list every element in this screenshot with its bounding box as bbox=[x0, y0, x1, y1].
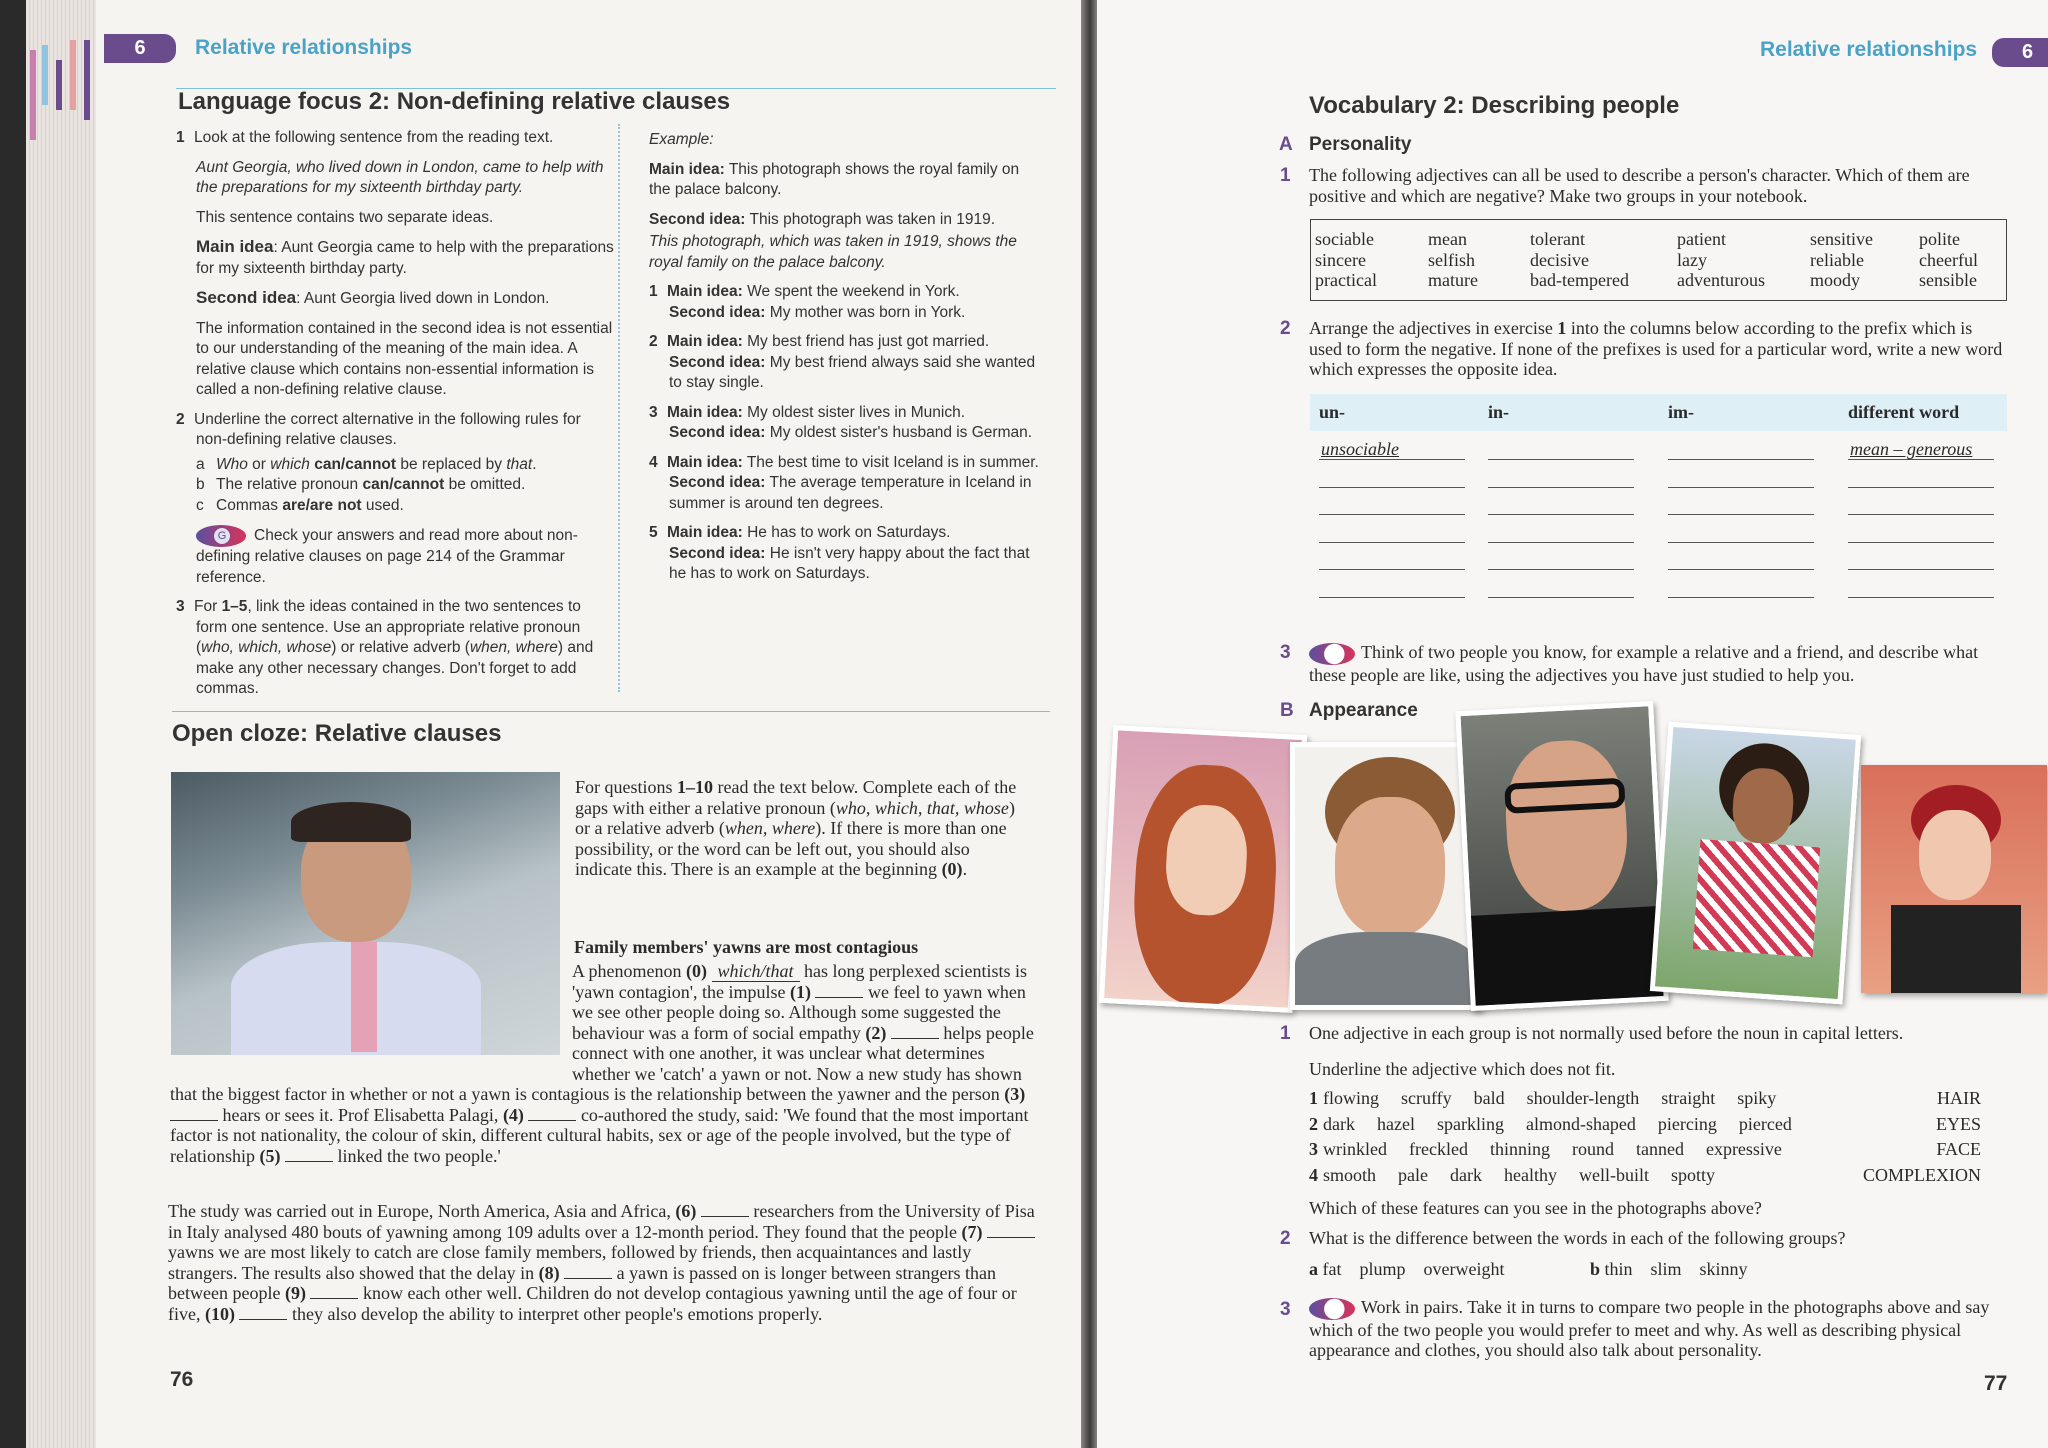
answer-line[interactable] bbox=[1848, 542, 1994, 543]
gap-number: (6) bbox=[675, 1201, 697, 1221]
adjective-option[interactable]: round bbox=[1571, 1139, 1614, 1159]
example-answer: which/that bbox=[712, 961, 800, 982]
page-edges bbox=[26, 0, 96, 1448]
answer-line[interactable] bbox=[1319, 487, 1465, 488]
example-answer: unsociable bbox=[1321, 439, 1399, 459]
answer-gap[interactable] bbox=[891, 1025, 939, 1039]
adjective-option[interactable]: dark bbox=[1323, 1113, 1355, 1134]
grammar-note: G Check your answers and read more about non-defining relative clauses on page 214 of the Grammar reference. bbox=[196, 525, 616, 588]
exercise-text: One adjective in each group is not normally used before the noun in capital letters. bbox=[1309, 1023, 1904, 1043]
adjective-option[interactable]: tanned bbox=[1635, 1139, 1684, 1159]
adjective-option[interactable]: shoulder-length bbox=[1526, 1088, 1640, 1108]
answer-gap[interactable] bbox=[701, 1203, 749, 1217]
gap-number: (10) bbox=[204, 1303, 235, 1324]
linking-item bbox=[649, 332, 1045, 394]
answer-line[interactable] bbox=[1488, 597, 1634, 598]
second-idea: The average temperature in Iceland in summer is around ten degrees. bbox=[669, 474, 1032, 512]
adjective-option[interactable]: expressive bbox=[1705, 1139, 1782, 1159]
exercise-text: What is the difference between the words in each of the following groups? bbox=[1309, 1228, 1846, 1248]
running-head: Relative relationships bbox=[195, 36, 413, 59]
exercise-text: Underline the adjective which does not fit. bbox=[1309, 1059, 1616, 1079]
chapter-tab: 6 bbox=[1992, 38, 2048, 67]
example-label: Example: bbox=[649, 131, 714, 148]
adjective-box bbox=[1310, 219, 2007, 301]
chapter-tab: 6 bbox=[104, 34, 176, 63]
cloze-text: co-authored the study, said: 'We found that the most important factor is not nationality, the colour of skin, different cultural habits, sex or age of the people involved, but the type of relationship bbox=[170, 1104, 1029, 1166]
main-label: Main idea: bbox=[667, 283, 743, 300]
adjective-option[interactable]: spiky bbox=[1737, 1088, 1777, 1108]
cloze-text: hears or sees it. Prof Elisabetta Palagi, bbox=[218, 1104, 503, 1125]
column-header: un- bbox=[1319, 402, 1346, 422]
exercise-text: Work in pairs. Take it in turns to compare two people in the photographs above and say which of the two people you would prefer to meet and why. As well as describing physical appearance and clothes, you should also talk about personality. bbox=[1309, 1297, 1990, 1361]
second-idea: My oldest sister's husband is German. bbox=[769, 424, 1033, 441]
running-head: Relative relationships bbox=[1760, 38, 1978, 61]
section-subtitle: Personality bbox=[1309, 134, 1412, 155]
lf-left-column bbox=[176, 128, 616, 709]
lf-right-column bbox=[649, 130, 1045, 594]
cloze-text: linked the two people.' bbox=[332, 1145, 501, 1166]
adjective-option[interactable]: healthy bbox=[1503, 1164, 1557, 1185]
section-title: Open cloze: Relative clauses bbox=[172, 720, 502, 747]
linking-item bbox=[649, 523, 1045, 585]
adjective-option[interactable]: spotty bbox=[1670, 1164, 1715, 1185]
exercise-question: Which of these features can you see in the photographs above? bbox=[1309, 1198, 1762, 1218]
cloze-text: know each other well. Children do not develop contagious yawning until the age of four or five, bbox=[168, 1283, 1017, 1324]
linking-item bbox=[649, 282, 1045, 323]
adjective: decisive bbox=[1530, 249, 1589, 270]
exercise-number: 2 bbox=[1280, 1228, 1291, 1249]
answer-line[interactable] bbox=[1668, 569, 1814, 570]
second-label: Second idea: bbox=[669, 303, 766, 321]
cloze-text: helps people connect with one another, it was unclear what determines whether we 'catch' a yawn or not. Now a new study has shown that the biggest factor in whether or not a yawn is contagious is the relationship between the yawner and the person bbox=[170, 1022, 1034, 1104]
item-number: 2 bbox=[649, 333, 658, 350]
adjective-option[interactable]: pierced bbox=[1738, 1113, 1792, 1134]
cloze-text: a yawn is passed on is longer between strangers than between people bbox=[168, 1262, 996, 1303]
answer-line[interactable] bbox=[1319, 597, 1465, 598]
exercise-text: The following adjectives can all be used to describe a person's character. Which of them are positive and which are negative? Make two groups in your notebook. bbox=[1309, 165, 1970, 206]
adjective: cheerful bbox=[1919, 249, 1978, 270]
adjective-option[interactable]: almond-shaped bbox=[1525, 1113, 1636, 1134]
answer-line[interactable] bbox=[1488, 487, 1634, 488]
cloze-instructions: For questions 1–10 read the text below. Complete each of the gaps with either a relative pronoun (who, which, that, whose) or a relative adverb (when, where). If there is more than one possibility, or the word can be left out, you should also indicate this. There is an example at the beginning (0). bbox=[575, 777, 1017, 879]
answer-line[interactable] bbox=[1319, 514, 1465, 515]
second-label: Second idea: bbox=[669, 544, 766, 562]
second-label: Second idea: bbox=[669, 424, 766, 441]
answer-gap[interactable] bbox=[564, 1265, 612, 1279]
photo-girl-curly-hair bbox=[1099, 725, 1307, 1013]
page-number: 77 bbox=[1984, 1372, 2008, 1395]
adjective: sensitive bbox=[1810, 229, 1873, 249]
adjective: tolerant bbox=[1530, 229, 1585, 249]
second-idea: My mother was born in York. bbox=[769, 303, 966, 321]
group-number: 2 bbox=[1309, 1113, 1318, 1134]
adjective-option[interactable]: scruffy bbox=[1401, 1088, 1452, 1108]
adjective: lazy bbox=[1677, 249, 1707, 270]
gap-number: (1) bbox=[789, 981, 811, 1002]
section-title: Language focus 2: Non-defining relative clauses bbox=[178, 88, 731, 115]
answer-line[interactable] bbox=[1848, 569, 1994, 570]
note: This sentence contains two separate ideas. bbox=[196, 208, 494, 226]
second-label: Second idea: bbox=[669, 353, 766, 371]
exercise-text: Arrange the adjectives in exercise 1 into the columns below according to the prefix which is used to form the negative. If none of the prefixes is used for a particular word, write a new word which expresses the opposite idea. bbox=[1309, 318, 2003, 379]
example-answer: mean – generous bbox=[1850, 439, 1973, 459]
photo-spacer bbox=[170, 961, 572, 1066]
photo-woman-checked-shirt bbox=[1650, 722, 1861, 1005]
answer-gap[interactable] bbox=[170, 1107, 218, 1121]
article-title: Family members' yawns are most contagious bbox=[574, 937, 919, 957]
adjective-option[interactable]: flowing bbox=[1323, 1088, 1379, 1108]
gap-number: (2) bbox=[865, 1022, 887, 1043]
section-subtitle: Appearance bbox=[1309, 700, 1418, 721]
adjective-group bbox=[1309, 1088, 1981, 1114]
noun-label: FACE bbox=[1936, 1139, 1981, 1159]
group-number: 4 bbox=[1309, 1164, 1318, 1185]
example-combined: This photograph, which was taken in 1919, shows the royal family on the palace balcony. bbox=[649, 233, 1017, 271]
answer-line[interactable] bbox=[1668, 542, 1814, 543]
answer-gap[interactable] bbox=[987, 1224, 1035, 1238]
adjective-option[interactable]: hazel bbox=[1376, 1113, 1415, 1134]
cloze-text: has long perplexed scientists is 'yawn contagion', the impulse bbox=[572, 961, 1027, 1002]
exercise-number: 2 bbox=[1280, 318, 1291, 339]
main-idea: My oldest sister lives in Munich. bbox=[747, 403, 966, 421]
column-header: in- bbox=[1488, 402, 1510, 422]
speaking-icon bbox=[1309, 1298, 1355, 1320]
adjective-option[interactable]: sparkling bbox=[1436, 1113, 1504, 1134]
second-label: Second idea: bbox=[669, 474, 766, 491]
adjective: sincere bbox=[1315, 249, 1366, 270]
adjective: polite bbox=[1919, 229, 1960, 249]
answer-line[interactable] bbox=[1848, 514, 1994, 515]
linking-item bbox=[649, 403, 1045, 444]
section-letter: B bbox=[1280, 700, 1294, 721]
answer-line[interactable] bbox=[1319, 569, 1465, 570]
rules-list bbox=[196, 455, 616, 517]
photo-woman-red-hair bbox=[1861, 765, 2047, 993]
item-number: 3 bbox=[649, 403, 658, 421]
column-header: im- bbox=[1668, 402, 1694, 422]
group-number: 3 bbox=[1309, 1139, 1318, 1159]
adjective-group bbox=[1309, 1139, 1981, 1165]
adjective: selfish bbox=[1428, 249, 1475, 270]
exercise-text: Look at the following sentence from the reading text. bbox=[194, 129, 554, 146]
main-idea: My best friend has just got married. bbox=[747, 333, 990, 350]
adjective-option[interactable]: freckled bbox=[1408, 1139, 1468, 1159]
rule-a: a Who or which can/cannot be replaced by that. bbox=[196, 455, 537, 473]
adjective: mature bbox=[1428, 270, 1478, 290]
photo-young-man-beard bbox=[1290, 742, 1482, 1010]
adjective-option[interactable]: pale bbox=[1398, 1164, 1428, 1185]
adjective-option[interactable]: piercing bbox=[1657, 1113, 1717, 1134]
answer-gap[interactable] bbox=[528, 1107, 576, 1121]
answer-gap[interactable] bbox=[815, 984, 863, 998]
exercise-text: Think of two people you know, for example a relative and a friend, and describe what these people are like, using the adjectives you have just studied to help you. bbox=[1309, 642, 1979, 685]
speaking-icon bbox=[1309, 643, 1355, 665]
cloze-paragraph-1 bbox=[170, 961, 1036, 1166]
exercise-number: 1 bbox=[176, 129, 185, 146]
noun-label: HAIR bbox=[1937, 1088, 1981, 1108]
item-number: 5 bbox=[649, 524, 658, 541]
exercise-number: 2 bbox=[176, 410, 185, 428]
section-letter: A bbox=[1279, 134, 1293, 155]
rule-b: b The relative pronoun can/cannot be omitted. bbox=[196, 476, 526, 493]
gap-number: (9) bbox=[284, 1283, 306, 1303]
cloze-text: The study was carried out in Europe, North America, Asia and Africa, bbox=[168, 1201, 676, 1221]
main-label: Main idea: bbox=[667, 333, 743, 350]
cloze-text: we feel to yawn when we see other people doing so. Although some suggested the behaviour was a form of social empathy bbox=[572, 981, 1026, 1043]
noun-label: EYES bbox=[1936, 1113, 1981, 1134]
column-divider bbox=[618, 124, 620, 692]
gap-number: (4) bbox=[502, 1104, 524, 1125]
example-second: Second idea: This photograph was taken in 1919. bbox=[649, 210, 996, 228]
answer-line[interactable] bbox=[1488, 459, 1634, 460]
word-group-b: b thin slim skinny bbox=[1590, 1259, 1748, 1279]
linking-item bbox=[649, 453, 1045, 515]
prefix-table bbox=[1310, 394, 2007, 604]
adjective-group bbox=[1309, 1165, 1981, 1191]
gap-number: (3) bbox=[1004, 1084, 1026, 1104]
adjective-group bbox=[1309, 1114, 1981, 1140]
main-label: Main idea: bbox=[667, 524, 743, 541]
exercise-number: 3 bbox=[1280, 1299, 1291, 1320]
main-idea: We spent the weekend in York. bbox=[747, 283, 960, 300]
adjective: adventurous bbox=[1677, 270, 1765, 290]
adjective: moody bbox=[1810, 270, 1861, 290]
gap-number: (8) bbox=[538, 1262, 560, 1283]
section-title: Vocabulary 2: Describing people bbox=[1309, 92, 1680, 119]
page-number: 76 bbox=[170, 1368, 194, 1391]
answer-gap[interactable] bbox=[310, 1285, 358, 1299]
adjective-option[interactable]: bald bbox=[1473, 1088, 1505, 1108]
answer-line[interactable] bbox=[1488, 569, 1634, 570]
answer-line[interactable] bbox=[1848, 597, 1994, 598]
adjective-option[interactable]: wrinkled bbox=[1323, 1139, 1387, 1159]
divider bbox=[172, 711, 1050, 712]
cloze-text: researchers from the University of Pisa in Italy analysed 480 bouts of yawning among 109 adults over a 12-month period. They found that the people bbox=[168, 1201, 1035, 1242]
adjective: patient bbox=[1677, 229, 1726, 249]
answer-line[interactable] bbox=[1668, 459, 1814, 460]
answer-line[interactable] bbox=[1488, 514, 1634, 515]
explanation: The information contained in the second idea is not essential to our understanding of the meaning of the main idea. A relative clause which contains non-essential information is called a non-defining relative clause. bbox=[196, 319, 613, 398]
answer-line[interactable] bbox=[1668, 487, 1814, 488]
second-idea: My best friend always said she wanted to stay single. bbox=[669, 353, 1036, 391]
main-idea: The best time to visit Iceland is in summer. bbox=[746, 453, 1039, 471]
item-number: 4 bbox=[649, 453, 658, 471]
cloze-text: they also develop the ability to interpret other people's emotions properly. bbox=[287, 1303, 823, 1324]
group-number: 1 bbox=[1309, 1088, 1318, 1108]
exercise-number: 1 bbox=[1280, 165, 1291, 186]
exercise-3: 3 For 1–5, link the ideas contained in the two sentences to form one sentence. Use an appropriate relative pronoun (who, which, whose) or relative adverb (when, where) and make any other necessary changes. Don't forget to add commas. bbox=[176, 598, 594, 697]
adjective-groups bbox=[1309, 1088, 1981, 1190]
second-idea: Second idea: Aunt Georgia lived down in London. bbox=[196, 288, 550, 307]
adjective-option[interactable]: straight bbox=[1661, 1088, 1716, 1108]
item-number: 1 bbox=[649, 283, 658, 300]
answer-line[interactable] bbox=[1848, 487, 1994, 488]
gap-number: (5) bbox=[259, 1145, 281, 1166]
grammar-reference-icon: G bbox=[196, 525, 246, 547]
answer-line[interactable] bbox=[1488, 542, 1634, 543]
gap-number: (0) bbox=[686, 961, 707, 981]
adjective-option[interactable]: smooth bbox=[1323, 1164, 1377, 1185]
main-label: Main idea: bbox=[667, 403, 743, 421]
adjective: sensible bbox=[1919, 270, 1977, 290]
second-idea: He isn't very happy about the fact that he has to work on Saturdays. bbox=[669, 544, 1030, 582]
answer-line[interactable] bbox=[1668, 597, 1814, 598]
cloze-text: yawns we are most likely to catch are close family members, followed by friends, then acquaintances and lastly strangers. The results also showed that the delay in bbox=[168, 1242, 972, 1283]
adjective-option[interactable]: well-built bbox=[1578, 1164, 1649, 1185]
exercise-number: 3 bbox=[1280, 642, 1291, 663]
column-header: different word bbox=[1848, 402, 1960, 422]
adjective-option[interactable]: dark bbox=[1450, 1164, 1482, 1185]
noun-label: COMPLEXION bbox=[1862, 1164, 1981, 1185]
main-label: Main idea: bbox=[667, 453, 743, 471]
rule-c: c Commas are/are not used. bbox=[196, 496, 404, 514]
answer-gap[interactable] bbox=[285, 1148, 333, 1162]
example-main: Main idea: This photograph shows the royal family on the palace balcony. bbox=[649, 160, 1020, 198]
main-idea: Main idea: Aunt Georgia came to help with the preparations for my sixteenth birthday party. bbox=[196, 237, 614, 277]
adjective: practical bbox=[1315, 270, 1377, 290]
cloze-text: A phenomenon bbox=[572, 961, 686, 981]
exercise-text: Underline the correct alternative in the following rules for non-defining relative clauses. bbox=[194, 410, 581, 448]
adjective: bad-tempered bbox=[1530, 270, 1629, 290]
adjective: mean bbox=[1428, 229, 1467, 249]
gap-number: (7) bbox=[961, 1221, 983, 1242]
adjective-option[interactable]: thinning bbox=[1489, 1139, 1550, 1159]
cloze-paragraph-2 bbox=[168, 1201, 1036, 1324]
exercise-number: 1 bbox=[1280, 1023, 1291, 1044]
answer-line[interactable] bbox=[1668, 514, 1814, 515]
main-idea: He has to work on Saturdays. bbox=[747, 524, 951, 541]
answer-line[interactable] bbox=[1319, 542, 1465, 543]
lf-items bbox=[649, 282, 1045, 585]
adjective: reliable bbox=[1810, 249, 1864, 270]
photo-older-man-glasses bbox=[1455, 701, 1668, 1011]
word-group-a: a fat plump overweight bbox=[1309, 1259, 1505, 1279]
example-sentence: Aunt Georgia, who lived down in London, came to help with the preparations for my sixteenth birthday party. bbox=[196, 158, 604, 196]
adjective: sociable bbox=[1315, 229, 1374, 249]
answer-gap[interactable] bbox=[239, 1306, 287, 1320]
